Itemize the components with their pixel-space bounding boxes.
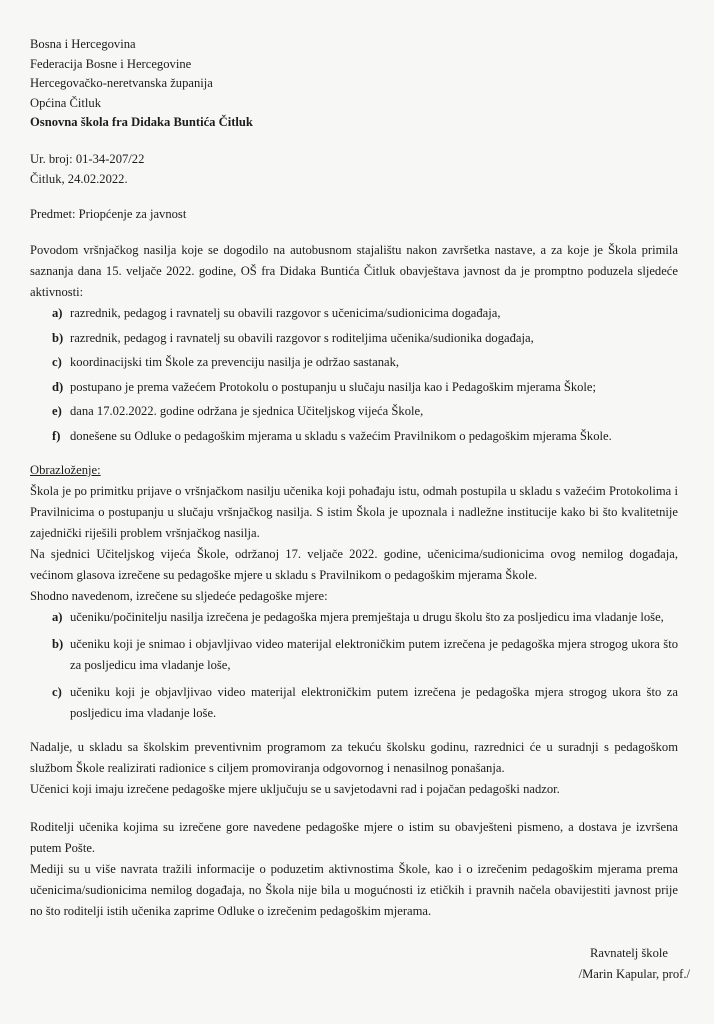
letterhead-county: Hercegovačko-neretvanska županija	[30, 76, 213, 90]
list-item-text: koordinacijski tim Škole za prevenciju nasilja je održao sastanak,	[70, 355, 400, 370]
list-letter: e)	[52, 404, 62, 419]
list-item-text: dana 17.02.2022. godine održana je sjednica Učiteljskog vijeća Škole,	[70, 404, 424, 419]
letterhead-federation: Federacija Bosne i Hercegovine	[30, 56, 192, 71]
letterhead-municipality: Općina Čitluk	[30, 95, 102, 110]
list-item	[30, 303, 678, 324]
explanation-paragraph-3: Shodno navedenom, izrečene su sljedeće pedagoške mjere:	[30, 588, 328, 603]
list-item-text: donešene su Odluke o pedagoškim mjerama u skladu s važećim Pravilnikom o pedagoškim mjerama Škole.	[70, 428, 612, 443]
list-item	[30, 634, 678, 676]
explanation-paragraph-1: Škola je po primitku prijave o vršnjačkom nasilju učenika koji pohađaju istu, odmah postupila u skladu s važećim Protokolima i Pravilnicima o postupanju u slučaju vršnjačkog nasilja. S istim Škola je upoznala i nadležne institucije kako bi što kvalitetnije zajednički riješili problem vršnjačkog nasilja.	[30, 483, 678, 540]
list-item-text: postupano je prema važećem Protokolu o postupanju u slučaju nasilja kao i Pedagoškim mjerama Škole;	[70, 379, 597, 394]
list-item	[30, 426, 678, 447]
signature-name: /Marin Kapular, prof./	[578, 967, 690, 981]
list-letter: b)	[52, 636, 64, 651]
closing-paragraph-1: Nadalje, u skladu sa školskim preventivnim programom za tekuću školsku godinu, razrednici će u suradnji s pedagoškom službom Škole realizirati radionice s ciljem promoviranja odgovornog i nenasilnog ponašanja.	[30, 739, 678, 775]
reference-number: Ur. broj: 01-34-207/22	[30, 151, 145, 166]
list-item	[30, 352, 678, 373]
list-letter: a)	[52, 306, 63, 321]
list-letter: a)	[52, 609, 63, 624]
closing-paragraph-3: Roditelji učenika kojima su izrečene gore navedene pedagoške mjere o istim su obavješteni pismeno, a dostava je izvršena putem Pošte.	[30, 819, 678, 855]
list-item	[30, 607, 678, 628]
list-item-text: učeniku koji je objavljivao video materijal elektroničkim putem izrečena je pedagoška mjera strogog ukora što za posljedicu ima vladanje loše.	[70, 684, 678, 720]
letterhead	[30, 36, 678, 134]
list-item	[30, 682, 678, 724]
explanation-title: Obrazloženje:	[30, 462, 101, 477]
list-item-text: razrednik, pedagog i ravnatelj su obavili razgovor s učenicima/sudionicima događaja,	[70, 306, 501, 321]
list-letter: c)	[52, 355, 62, 370]
closing-paragraph-2: Učenici koji imaju izrečene pedagoške mjere uključuju se u savjetodavni rad i pojačan pedagoški nadzor.	[30, 781, 560, 796]
subject-line: Predmet: Priopćenje za javnost	[30, 206, 187, 221]
list-item-text: učeniku/počinitelju nasilja izrečena je pedagoška mjera premještaja u drugu školu što za posljedicu ima vladanje loše,	[70, 609, 664, 624]
list-item	[30, 401, 678, 422]
list-letter: c)	[52, 684, 62, 699]
letterhead-country: Bosna i Hercegovina	[30, 37, 136, 51]
signature-block	[579, 943, 690, 985]
place-date: Čitluk, 24.02.2022.	[30, 171, 128, 186]
measures-list	[30, 607, 678, 724]
closing-paragraph-4: Mediji su u više navrata tražili informacije o poduzetim aktivnostima Škole, kao i o izrečenim pedagoškim mjerama prema učenicima/sudionicima nemilog događaja, no Škola nije bila u mogućnosti iz etičkih i pravnih načela obavijestiti javnost prije no što roditelji istih učenika zaprime Odluke o izrečenim pedagoškim mjerama.	[30, 861, 678, 918]
reference-block	[30, 151, 678, 191]
letterhead-school: Osnovna škola fra Didaka Buntića Čitluk	[30, 115, 253, 129]
list-letter: d)	[52, 379, 64, 394]
list-letter: b)	[52, 330, 64, 345]
list-item-text: učeniku koji je snimao i objavljivao video materijal elektroničkim putem izrečena je pedagoška mjera strogog ukora što za posljedicu ima vladanje loše,	[70, 636, 678, 672]
activities-list	[30, 303, 678, 447]
intro-paragraph: Povodom vršnjačkog nasilja koje se dogodilo na autobusnom stajalištu nakon završetka nastave, a za koje je Škola primila saznanja dana 15. veljače 2022. godine, OŠ fra Didaka Buntića Čitluk obavještava javnost da je promptno poduzela sljedeće aktivnosti:	[30, 243, 678, 300]
explanation-paragraph-2: Na sjednici Učiteljskog vijeća Škole, održanoj 17. veljače 2022. godine, učenicima/sudionicima ovog nemilog događaja, većinom glasova izrečene su pedagoške mjere u skladu s Pravilnikom o pedagoškim mjerama Škole.	[30, 546, 678, 582]
list-item	[30, 377, 678, 398]
list-item	[30, 328, 678, 349]
list-item-text: razrednik, pedagog i ravnatelj su obavili razgovor s roditeljima učenika/sudionika događaja,	[70, 330, 534, 345]
signature-role: Ravnatelj škole	[590, 946, 668, 960]
list-letter: f)	[52, 428, 61, 443]
